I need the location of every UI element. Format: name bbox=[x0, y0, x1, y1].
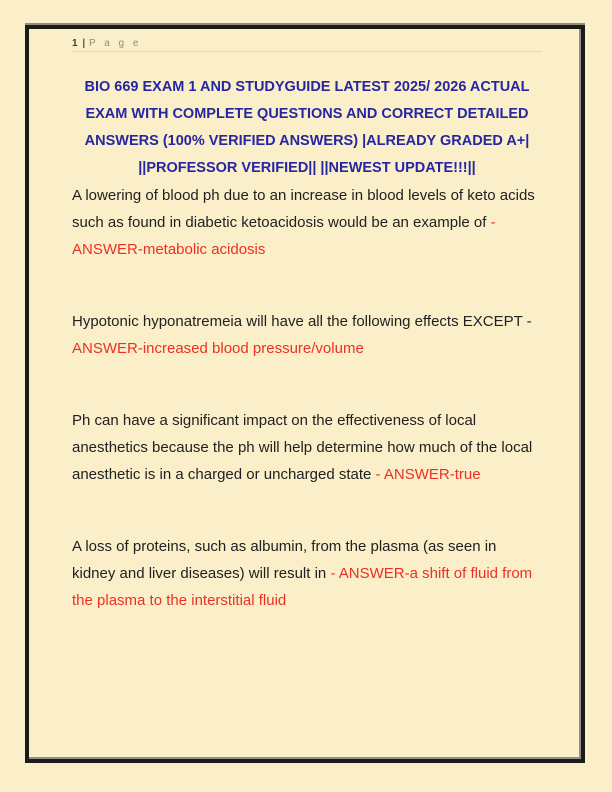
header-separator: | bbox=[82, 38, 86, 49]
header-page-label: P a g e bbox=[88, 38, 142, 49]
answer-text: - ANSWER-metabolic acidosis bbox=[72, 214, 496, 258]
qa-item bbox=[72, 533, 542, 614]
question-text: Ph can have a significant impact on the effectiveness of local anesthetics because the ph will help determine how much of the local anesthetic is in a charged or uncharged state bbox=[72, 412, 533, 483]
question-text: Hypotonic hyponatremeia will have all the following effects EXCEPT - bbox=[72, 313, 532, 330]
header-rule bbox=[72, 51, 542, 52]
question-text: A loss of proteins, such as albumin, from the plasma (as seen in kidney and liver diseases) will result in bbox=[72, 538, 497, 582]
qa-list bbox=[72, 182, 542, 614]
qa-item bbox=[72, 308, 542, 362]
page-number: 1 bbox=[72, 38, 79, 49]
answer-text: - ANSWER-a shift of fluid from the plasma to the interstitial fluid bbox=[72, 565, 533, 609]
document-title bbox=[72, 74, 542, 182]
answer-text: - ANSWER-true bbox=[375, 466, 481, 483]
qa-item bbox=[72, 407, 542, 488]
title-line: BIO 669 EXAM 1 AND STUDYGUIDE LATEST 2025/ 2026 ACTUAL bbox=[84, 79, 530, 95]
question-text: A lowering of blood ph due to an increase in blood levels of keto acids such as found in diabetic ketoacidosis would be an example of bbox=[72, 187, 535, 231]
page-content bbox=[29, 29, 585, 659]
title-line: ANSWERS (100% VERIFIED ANSWERS) |ALREADY GRADED A+| bbox=[84, 133, 530, 149]
title-line: EXAM WITH COMPLETE QUESTIONS AND CORRECT DETAILED bbox=[85, 106, 529, 122]
answer-text: ANSWER-increased blood pressure/volume bbox=[72, 340, 364, 357]
page-header bbox=[72, 37, 542, 50]
title-line: ||PROFESSOR VERIFIED|| ||NEWEST UPDATE!!!|| bbox=[138, 160, 476, 176]
qa-item bbox=[72, 182, 542, 263]
